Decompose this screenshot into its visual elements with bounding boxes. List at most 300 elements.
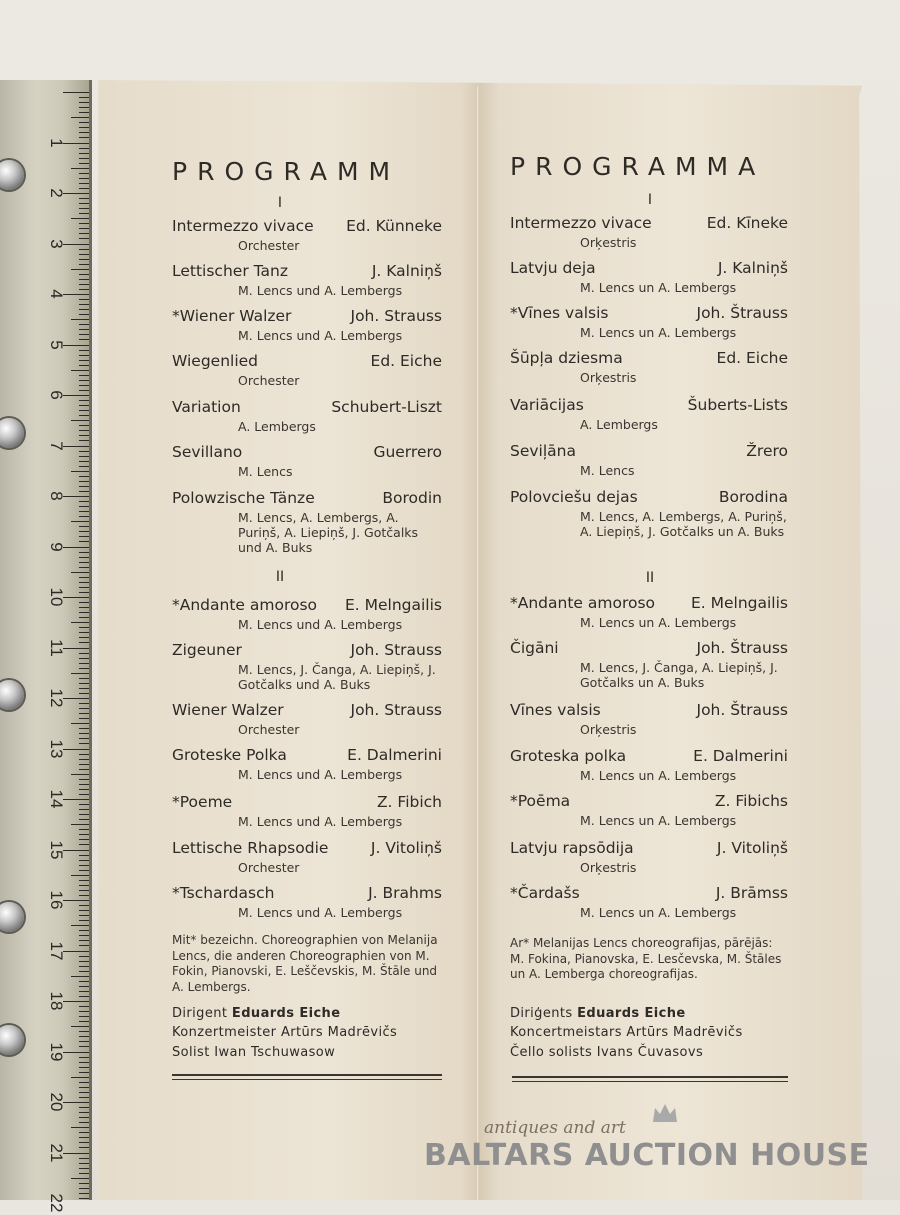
ruler-tick: [71, 117, 89, 118]
ruler-tick: [79, 137, 89, 138]
ruler-tick: [63, 547, 89, 548]
german-soloist: Solist Iwan Tschuwasow: [172, 1045, 336, 1060]
measuring-ruler: [0, 80, 92, 1213]
piece-title: *Andante amoroso: [172, 596, 318, 614]
binder-ring-screw: [0, 160, 24, 190]
piece-title: *Wiener Walzer: [172, 307, 292, 325]
german-program-item: [172, 884, 442, 902]
ruler-tick: [79, 1087, 89, 1088]
composer-name: Joh. Štrauss: [696, 701, 788, 719]
composer-name: Borodin: [382, 489, 442, 507]
performers: M. Lencs, A. Lembergs, A. Puriņš, A. Liepiņš, J. Gotčalks un A. Buks: [580, 509, 787, 539]
piece-title: Lettischer Tanz: [172, 262, 288, 280]
ruler-tick: [79, 97, 89, 98]
composer-name: Borodina: [718, 488, 788, 506]
piece-title: Polovciešu dejas: [510, 488, 638, 506]
performers: Orķestris: [580, 370, 637, 385]
latvian-double-rule: [512, 1076, 788, 1082]
performers: M. Lencs un A. Lembergs: [580, 280, 737, 295]
ruler-tick: [79, 981, 89, 982]
ruler-tick: [79, 107, 89, 108]
ruler-tick: [79, 274, 89, 275]
ruler-tick: [79, 1168, 89, 1169]
ruler-number: 14: [47, 789, 66, 809]
ruler-tick: [79, 986, 89, 987]
ruler-tick: [79, 930, 89, 931]
german-program-item: [172, 641, 442, 659]
ruler-tick: [79, 718, 89, 719]
ruler-number: 5: [47, 339, 66, 350]
ruler-tick: [79, 541, 89, 542]
ruler-tick: [79, 804, 89, 805]
ruler-tick: [79, 238, 89, 239]
ruler-tick: [79, 789, 89, 790]
performers: M. Lencs und A. Lembergs: [238, 905, 403, 920]
center-fold: [476, 86, 479, 1200]
composer-name: Schubert-Liszt: [331, 398, 442, 416]
ruler-tick: [79, 435, 89, 436]
german-conductor-name: Eduards Eiche: [231, 1006, 341, 1021]
ruler-tick: [79, 148, 89, 149]
ruler-tick: [71, 774, 89, 775]
ruler-tick: [63, 496, 89, 497]
piece-title: Variation: [172, 398, 241, 416]
german-program-item: [172, 262, 442, 280]
ruler-tick: [79, 759, 89, 760]
ruler-tick: [79, 1173, 89, 1174]
piece-title: Intermezzo vivace: [510, 214, 652, 232]
performers: M. Lencs: [238, 464, 293, 479]
german-program-item: [172, 352, 442, 370]
ruler-tick: [63, 1001, 89, 1002]
ruler-tick: [79, 612, 89, 613]
ruler-tick: [79, 627, 89, 628]
german-program-item: [172, 217, 442, 235]
composer-name: Z. Fibich: [376, 793, 442, 811]
composer-name: Ed. Eiche: [370, 352, 442, 370]
ruler-tick: [79, 1082, 89, 1083]
ruler-tick: [79, 935, 89, 936]
latvian-conductor: [510, 1005, 686, 1023]
ruler-tick: [71, 622, 89, 623]
ruler-tick: [79, 905, 89, 906]
latvian-part-one-heading: I: [647, 192, 653, 208]
latvian-program-item: [510, 747, 788, 765]
piece-title: Šūpļa dziesma: [510, 349, 623, 367]
ruler-number: 4: [47, 289, 66, 299]
ruler-tick: [79, 910, 89, 911]
binder-ring-screw: [0, 418, 24, 448]
ruler-tick: [79, 1011, 89, 1012]
ruler-tick: [79, 996, 89, 997]
ruler-tick: [63, 698, 89, 699]
performers: Orķestris: [580, 235, 637, 250]
german-choreography-note: Mit* bezeichn. Choreographien von Melanija Lencs, die anderen Choreographien von M. Fokin, Pianovski, E. Leščevskis, M. Štāle und A. Lembergs.: [172, 933, 438, 994]
piece-title: Zigeuner: [172, 641, 242, 659]
ruler-tick: [79, 693, 89, 694]
ruler-tick: [79, 264, 89, 265]
ruler-tick: [79, 1006, 89, 1007]
ruler-tick: [79, 536, 89, 537]
german-program-item: [172, 307, 442, 325]
ruler-tick: [79, 425, 89, 426]
ruler-tick: [79, 683, 89, 684]
ruler-tick: [79, 233, 89, 234]
ruler-tick: [79, 491, 89, 492]
performers: Orchester: [238, 860, 300, 875]
piece-title: *Poeme: [172, 793, 233, 811]
latvian-part-two-heading: II: [645, 570, 655, 586]
ruler-number: 3: [47, 238, 66, 249]
ruler-tick: [71, 572, 89, 573]
ruler-tick: [79, 582, 89, 583]
ruler-tick: [79, 390, 89, 391]
ruler-number: 15: [47, 840, 66, 859]
ruler-tick: [79, 834, 89, 835]
ruler-tick: [79, 592, 89, 593]
ruler-tick: [79, 451, 89, 452]
ruler-tick: [71, 723, 89, 724]
performers: M. Lencs un A. Lembergs: [580, 768, 737, 783]
piece-title: Groteske Polka: [172, 746, 287, 764]
performers: A. Lembergs: [238, 419, 316, 434]
ruler-tick: [79, 1132, 89, 1133]
ruler-tick: [79, 334, 89, 335]
piece-title: Vīnes valsis: [510, 701, 601, 719]
ruler-tick: [79, 895, 89, 896]
ruler-number: 17: [47, 941, 66, 960]
ruler-number: 19: [47, 1042, 66, 1061]
latvian-program-item: [510, 396, 788, 414]
ruler-tick: [71, 1127, 89, 1128]
ruler-tick: [79, 365, 89, 366]
ruler-tick: [79, 602, 89, 603]
ruler-tick: [79, 380, 89, 381]
german-program-item: [172, 793, 442, 811]
composer-name: Guerrero: [373, 443, 442, 461]
ruler-tick: [63, 92, 89, 93]
ruler-tick: [79, 784, 89, 785]
latvian-program-item: [510, 839, 788, 857]
ruler-tick: [79, 456, 89, 457]
ruler-tick: [79, 279, 89, 280]
auction-watermark: [424, 1118, 894, 1173]
ruler-number: 12: [47, 688, 66, 708]
ruler-tick: [63, 395, 89, 396]
performers: A. Lembergs: [580, 417, 658, 432]
ruler-tick: [79, 552, 89, 553]
ruler-tick: [79, 567, 89, 568]
binder-ring-screw: [0, 1025, 24, 1055]
ruler-tick: [79, 658, 89, 659]
ruler-tick: [79, 632, 89, 633]
composer-name: Z. Fibichs: [714, 792, 788, 810]
ruler-tick: [79, 466, 89, 467]
ruler-number: 1: [47, 137, 66, 148]
ruler-tick: [71, 673, 89, 674]
composer-name: Joh. Štrauss: [696, 304, 788, 322]
latvian-program-item: [510, 304, 788, 322]
ruler-tick: [79, 809, 89, 810]
piece-title: Wiener Walzer: [172, 701, 284, 719]
german-program-item: [172, 701, 442, 719]
german-title: PROGRAMM: [172, 157, 401, 186]
ruler-tick: [79, 642, 89, 643]
german-program-item: [172, 596, 442, 614]
performers: M. Lencs und A. Lembergs: [238, 283, 403, 298]
ruler-tick: [71, 471, 89, 472]
ruler-tick: [79, 794, 89, 795]
ruler-tick: [79, 653, 89, 654]
ruler-tick: [71, 1178, 89, 1179]
ruler-tick: [71, 370, 89, 371]
performers: M. Lencs: [580, 463, 635, 478]
ruler-tick: [79, 1072, 89, 1073]
binder-ring-screw: [0, 680, 24, 710]
german-double-rule: [172, 1074, 442, 1080]
ruler-tick: [79, 400, 89, 401]
ruler-tick: [79, 501, 89, 502]
composer-name: J. Brahms: [368, 884, 442, 902]
ruler-tick: [79, 360, 89, 361]
ruler-tick: [79, 738, 89, 739]
latvian-title: PROGRAMMA: [510, 152, 766, 181]
piece-title: *Poēma: [510, 792, 571, 810]
german-program-item: [172, 839, 442, 857]
ruler-tick: [79, 733, 89, 734]
latvian-program-item: [510, 884, 788, 902]
piece-title: *Andante amoroso: [510, 594, 656, 612]
ruler-tick: [79, 819, 89, 820]
composer-name: Ed. Kīneke: [706, 214, 788, 232]
ruler-tick: [79, 112, 89, 113]
piece-title: Seviļāna: [510, 442, 576, 460]
ruler-number: 20: [47, 1092, 66, 1112]
ruler-number: 16: [47, 890, 66, 910]
latvian-program-item: [510, 792, 788, 810]
ruler-tick: [79, 678, 89, 679]
performers: M. Lencs un A. Lembergs: [580, 615, 737, 630]
ruler-tick: [79, 1142, 89, 1143]
ruler-number: 7: [47, 440, 66, 451]
ruler-tick: [79, 754, 89, 755]
ruler-tick: [79, 814, 89, 815]
composer-name: Joh. Strauss: [350, 307, 442, 325]
ruler-tick: [79, 324, 89, 325]
ruler-tick: [79, 562, 89, 563]
performers: Orķestris: [580, 860, 637, 875]
ruler-tick: [79, 102, 89, 103]
ruler-tick: [79, 668, 89, 669]
ruler-tick: [79, 961, 89, 962]
piece-title: Sevillano: [172, 443, 243, 461]
ruler-tick: [79, 1067, 89, 1068]
performers: M. Lencs, A. Lembergs, A. Puriņš, A. Liepiņš, J. Gotčalks und A. Buks: [238, 510, 419, 555]
ruler-tick: [79, 708, 89, 709]
latvian-program-item: [510, 259, 788, 277]
ruler-tick: [79, 506, 89, 507]
ruler-tick: [79, 1117, 89, 1118]
ruler-tick: [79, 870, 89, 871]
ruler-tick: [79, 829, 89, 830]
ruler-tick: [79, 1188, 89, 1189]
ruler-tick: [79, 208, 89, 209]
ruler-tick: [79, 254, 89, 255]
piece-title: Polowzische Tänze: [172, 489, 315, 507]
latvian-program-item: [510, 488, 788, 506]
ruler-tick: [79, 299, 89, 300]
ruler-tick: [79, 511, 89, 512]
ruler-tick: [79, 153, 89, 154]
ruler-tick: [79, 213, 89, 214]
ruler-tick: [79, 839, 89, 840]
ruler-tick: [63, 345, 89, 346]
composer-name: Joh. Strauss: [350, 641, 442, 659]
ruler-tick: [79, 1031, 89, 1032]
ruler-tick: [79, 304, 89, 305]
ruler-tick: [79, 329, 89, 330]
ruler-tick: [71, 168, 89, 169]
performers: M. Lencs un A. Lembergs: [580, 905, 737, 920]
ruler-tick: [79, 430, 89, 431]
ruler-tick: [71, 218, 89, 219]
german-program-item: [172, 443, 442, 461]
latvian-program-item: [510, 442, 788, 460]
ruler-tick: [79, 526, 89, 527]
performers: M. Lencs und A. Lembergs: [238, 617, 403, 632]
ruler-tick: [79, 486, 89, 487]
ruler-tick: [79, 885, 89, 886]
performers: Orchester: [238, 722, 300, 737]
latvian-program-item: [510, 214, 788, 232]
ruler-tick: [79, 309, 89, 310]
ruler-tick: [79, 289, 89, 290]
ruler-tick: [71, 925, 89, 926]
latvian-program-item: [510, 639, 788, 657]
ruler-number: 2: [47, 188, 66, 198]
ruler-tick: [79, 663, 89, 664]
ruler-tick: [79, 1183, 89, 1184]
ruler-tick: [79, 1062, 89, 1063]
ruler-tick: [79, 844, 89, 845]
ruler-tick: [79, 415, 89, 416]
ruler-tick: [79, 713, 89, 714]
ruler-tick: [79, 1016, 89, 1017]
performers: M. Lencs und A. Lembergs: [238, 328, 403, 343]
german-part-one-heading: I: [277, 195, 283, 211]
german-program-item: [172, 746, 442, 764]
ruler-tick: [79, 183, 89, 184]
piece-title: Latvju rapsōdija: [510, 839, 634, 857]
ruler-tick: [71, 319, 89, 320]
composer-name: E. Melngailis: [344, 596, 442, 614]
ruler-number: 21: [47, 1143, 66, 1162]
ruler-tick: [71, 521, 89, 522]
ruler-tick: [79, 945, 89, 946]
ruler-tick: [63, 1153, 89, 1154]
piece-title: Wiegenlied: [172, 352, 259, 370]
german-program-item: [172, 489, 442, 507]
latvian-program-item: [510, 594, 788, 612]
ruler-tick: [79, 476, 89, 477]
composer-name: E. Dalmerini: [347, 746, 442, 764]
performers: M. Lencs un A. Lembergs: [580, 813, 737, 828]
german-conductor-label: Dirigent: [172, 1006, 228, 1021]
ruler-tick: [71, 1026, 89, 1027]
composer-name: J. Vitoliņš: [716, 839, 788, 857]
ruler-tick: [71, 875, 89, 876]
piece-title: *Tschardasch: [172, 884, 275, 902]
ruler-tick: [79, 728, 89, 729]
ruler-tick: [79, 703, 89, 704]
ruler-tick: [79, 607, 89, 608]
ruler-tick: [79, 956, 89, 957]
performers: M. Lencs und A. Lembergs: [238, 814, 403, 829]
ruler-tick: [79, 971, 89, 972]
piece-title: Latvju deja: [510, 259, 596, 277]
ruler-tick: [79, 1092, 89, 1093]
ruler-tick: [79, 1158, 89, 1159]
latvian-program-item: [510, 701, 788, 719]
ruler-tick: [79, 1107, 89, 1108]
ruler-tick: [79, 158, 89, 159]
latvian-conductor-label: Diriģents: [510, 1006, 573, 1021]
ruler-tick: [79, 440, 89, 441]
ruler-tick: [79, 531, 89, 532]
ruler-tick: [79, 617, 89, 618]
ruler-tick: [63, 446, 89, 447]
german-concertmaster: Konzertmeister Artūrs Madrēvičs: [172, 1025, 398, 1040]
ruler-tick: [79, 122, 89, 123]
ruler-tick: [79, 991, 89, 992]
performers: Orchester: [238, 238, 300, 253]
ruler-tick: [79, 1021, 89, 1022]
ruler-tick: [79, 481, 89, 482]
ruler-tick: [79, 1046, 89, 1047]
latvian-soloist: Čello solists Ivans Čuvasovs: [510, 1045, 704, 1060]
ruler-tick: [79, 688, 89, 689]
ruler-number: 8: [47, 491, 66, 501]
performers: Orķestris: [580, 722, 637, 737]
ruler-tick: [63, 850, 89, 851]
ruler-tick: [79, 1057, 89, 1058]
ruler-tick: [79, 163, 89, 164]
ruler-tick: [79, 132, 89, 133]
performers: M. Lencs, J. Čanga, A. Liepiņš, J. Gotčalks und A. Buks: [238, 662, 436, 692]
ruler-tick: [79, 769, 89, 770]
ruler-tick: [79, 890, 89, 891]
ruler-tick: [71, 976, 89, 977]
performers: M. Lencs und A. Lembergs: [238, 767, 403, 782]
latvian-conductor-name: Eduards Eiche: [577, 1006, 686, 1021]
ruler-tick: [63, 1102, 89, 1103]
ruler-tick: [63, 143, 89, 144]
latvian-choreography-note: Ar* Melanijas Lencs choreografijas, pārējās: M. Fokina, Pianovska, E. Lesčevska, M. Štāles un A. Lemberga choreografijas.: [510, 936, 782, 981]
ruler-tick: [63, 799, 89, 800]
ruler-tick: [79, 1122, 89, 1123]
composer-name: Joh. Štrauss: [696, 639, 788, 657]
latvian-concertmaster: Koncertmeistars Artūrs Madrēvičs: [510, 1025, 743, 1040]
ruler-tick: [79, 410, 89, 411]
ruler-tick: [79, 516, 89, 517]
piece-title: Variācijas: [510, 396, 584, 414]
ruler-tick: [79, 461, 89, 462]
ruler-tick: [79, 880, 89, 881]
ruler-tick: [79, 350, 89, 351]
ruler-tick: [63, 749, 89, 750]
composer-name: Žrero: [746, 442, 788, 460]
piece-title: Čigāni: [510, 639, 559, 657]
